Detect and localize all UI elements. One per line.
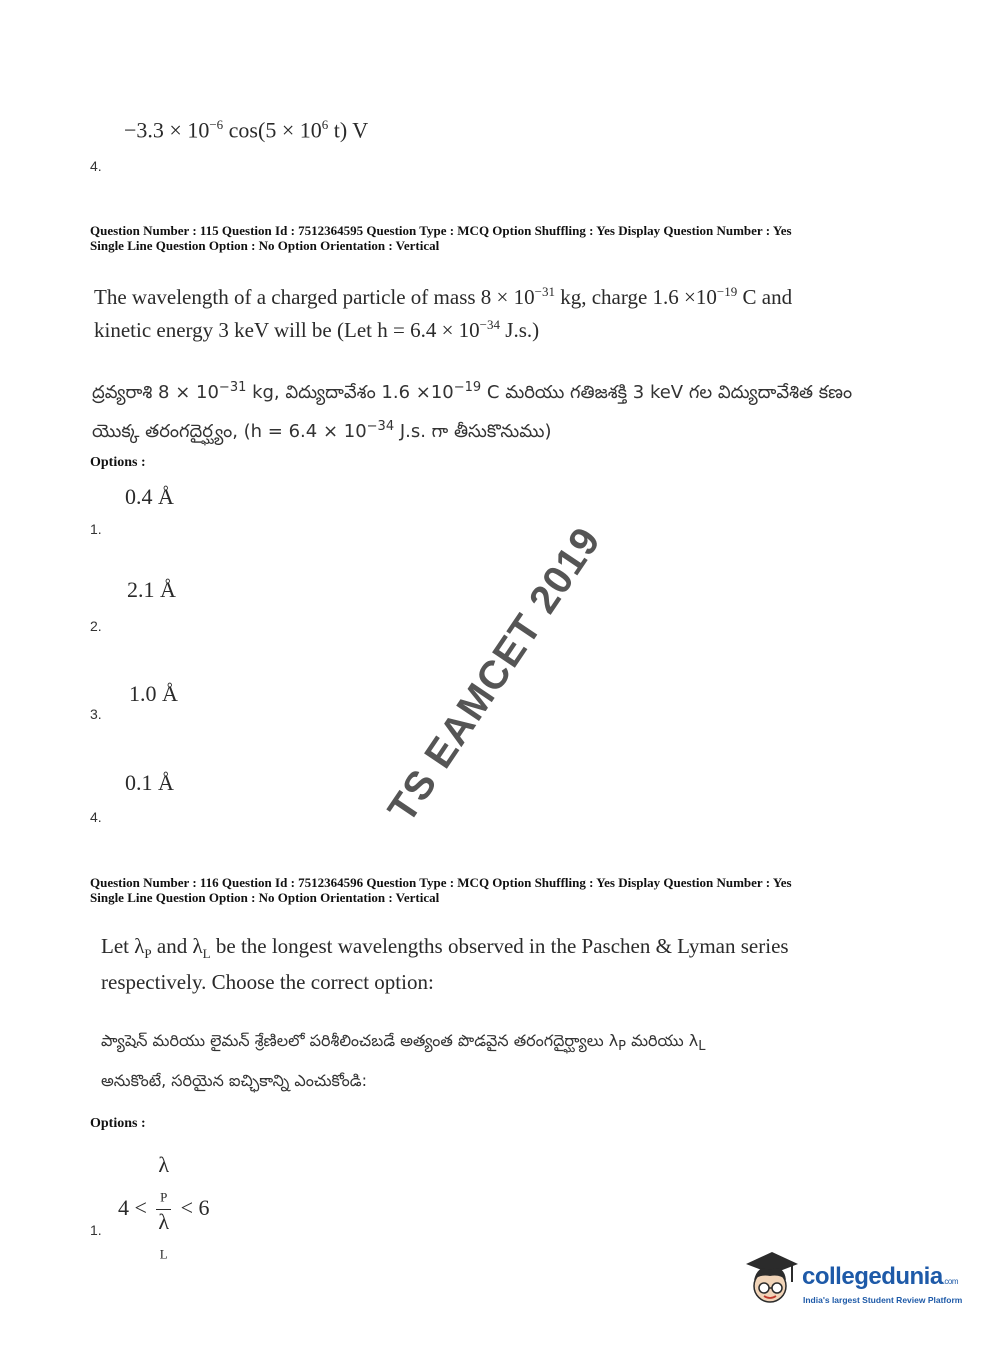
q115-option-2-number: 2. [90, 618, 102, 634]
prev-option-4-expression: $-3.3 \times 10^{-6}$ $\cos(5 \times 10^6$ t) V [124, 117, 369, 143]
q115-option-2-text[interactable]: 2.1 Å [127, 577, 176, 602]
logo-tagline: India's largest Student Review Platform [803, 1295, 963, 1305]
q116-options-label: Options : [90, 1116, 146, 1131]
q115-option-1-text[interactable]: 0.4 Å [125, 484, 174, 509]
graduate-mascot-icon [740, 1250, 798, 1310]
watermark: TS EAMCET 2019 [379, 519, 610, 831]
logo-name: collegedunia [802, 1263, 943, 1290]
logo-suffix: .com [942, 1277, 959, 1286]
prev-option-4-number: 4. [90, 158, 102, 174]
q116-telugu-stem: ప్యాషెన్ మరియు లైమన్ శ్రేణిలలో పరిశీలించబడే అత్యంత పొడవైన తరంగదైర్ఘ్యాలు $\lambda_P$ మరియు $\lambda_L$ అనుకొంటే, సరియైన ఐచ్ఛికాన్ని ఎంచుకోండి: [101, 1031, 706, 1091]
q115-option-3-number: 3. [90, 706, 102, 722]
q115-telugu-stem: ద్రవ్యరాశి $8 \times 10^{-31}$ kg, విద్యుదావేశం $1.6 \times 10^{-19}$ C మరియు గతిజశక్తి 3 keV గల విద్యుదావేశిత కణం యొక్క తరంగదైర్ఘ్యం, ($h = 6.4 \times 10^{-34}$ J.s. గా తీసుకొనుము) [92, 380, 853, 442]
q115-english-stem: The wavelength of a charged particle of mass $8 \times 10^{-31}$ kg, charge $1.6 \times 10^{-19}$ C and kinetic energy 3 keV will be (Let $h = 6.4 \times 10^{-34}$ J.s.) [94, 284, 793, 342]
ratio-fraction: λ $_P$ λ $_L$ [158, 1152, 170, 1262]
q115-option-1-number: 1. [90, 521, 102, 537]
q116-option-1-expression[interactable]: 4 < λ $_P$ λ $_L$ < 6 [118, 1153, 210, 1267]
q116-english-stem: Let $\lambda_P$ and $\lambda_L$ be the longest wavelengths observed in the Paschen & Lyman series respectively. Choose the correct option: [101, 934, 789, 995]
q115-option-4-text[interactable]: 0.1 Å [125, 770, 174, 795]
q116-option-1-number: 1. [90, 1222, 102, 1238]
q115-meta: Question Number : 115 Question Id : 7512364595 Question Type : MCQ Option Shuffling : Yes Display Question Number : Yes Single Line Question Option : No Option Orientation : Vertical [90, 223, 792, 253]
q115-option-3-text[interactable]: 1.0 Å [129, 681, 178, 706]
collegedunia-logo[interactable] [740, 1250, 970, 1310]
q115-options-label: Options : [90, 455, 146, 470]
q116-meta: Question Number : 116 Question Id : 7512364596 Question Type : MCQ Option Shuffling : Yes Display Question Number : Yes Single Line Question Option : No Option Orientation : Vertical [90, 875, 792, 905]
q115-option-4-number: 4. [90, 809, 102, 825]
